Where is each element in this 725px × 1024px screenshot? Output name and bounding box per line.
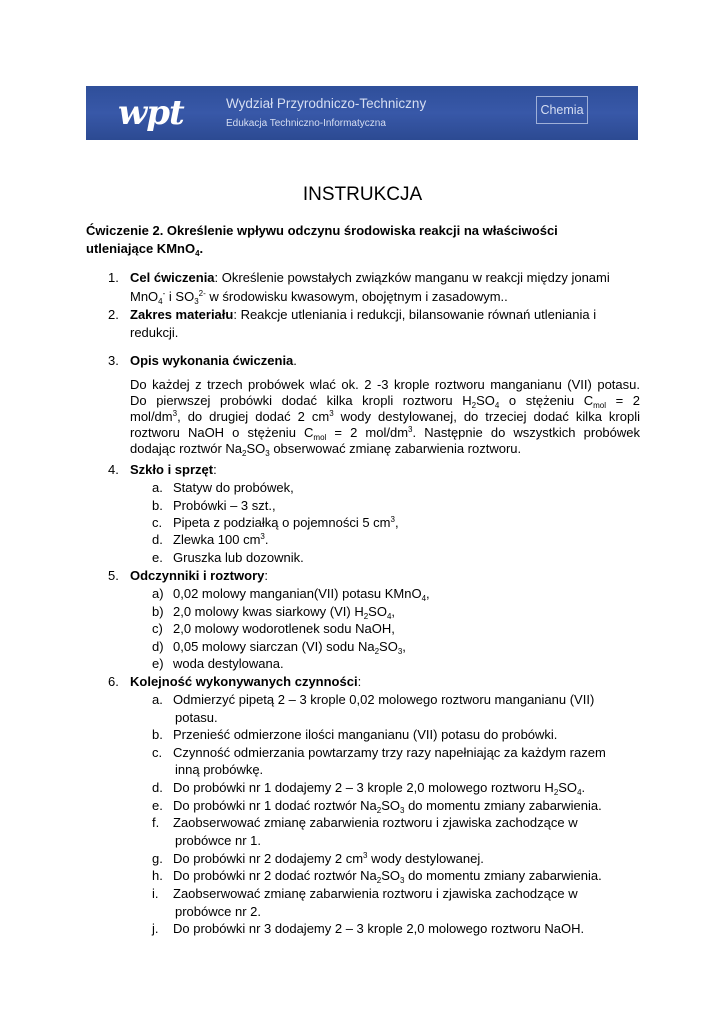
list-marker: c. [152,745,163,760]
list-item: Zaobserwować zmianę zabarwienia roztworu i zjawiska zachodzące w [173,886,578,901]
section-3-line2: Do pierwszej probówki dodać kilka kropli roztworu $H_2SO_4$ o stężeniu $C_{mol} = 2$ [130,393,641,410]
section-number: 1. [108,270,119,285]
list-marker: c. [152,515,163,530]
section-number: 6. [108,674,119,689]
list-item: Statyw do probówek, [173,480,294,495]
list-item: Gruszka lub dozownik. [173,550,304,565]
list-item: Odmierzyć pipetą 2 – 3 krople 0,02 molowego roztworu manganianu (VII) [173,692,595,707]
page-title: INSTRUKCJA [302,184,423,205]
list-marker: a. [152,692,163,707]
section-2-line1: Zakres materiału: Reakcje utleniania i redukcji, bilansowanie równań utleniania i [130,307,597,322]
list-marker: c) [152,621,163,636]
list-marker: d) [152,639,164,654]
list-item: Do probówki nr 2 dodajemy 2 $cm^3$ wody destylowanej. [173,851,484,866]
list-marker: j. [152,921,159,936]
list-item: Do probówki nr 3 dodajemy 2 – 3 krople 2,0 molowego roztworu NaOH. [173,921,585,936]
faculty-name: Wydział Przyrodniczo-Techniczny [226,96,427,111]
section-number: 5. [108,568,119,583]
list-item: 0,02 molowy manganian(VII) potasu KMnO$_4$, [173,586,430,603]
section-1-line1: Cel ćwiczenia: Określenie powstałych związków manganu w reakcji między jonami [130,270,610,285]
section-number: 3. [108,353,119,368]
exercise-heading-line1: Ćwiczenie 2. Określenie wpływu odczynu środowiska reakcji na właściwości [86,223,558,238]
list-item-continued: potasu. [175,710,218,725]
section-number: 4. [108,462,119,477]
section-6-heading: Kolejność wykonywanych czynności: [130,674,362,689]
list-marker: b. [152,498,163,513]
exercise-heading-line2: utleniające KMnO$_4$. [86,241,204,258]
list-marker: e) [152,656,164,671]
list-item-continued: probówce nr 2. [175,904,261,919]
section-1-line2: MnO$_4$- i $SO_3^{2-}$ w środowisku kwasowym, obojętnym i zasadowym.. [130,289,508,306]
list-item: Do probówki nr 1 dodajemy 2 – 3 krople 2,0 molowego roztworu $H_2SO_4$. [173,780,586,797]
list-item: 0,05 molowy siarczan (VI) sodu $Na_2SO_3$, [173,639,406,656]
list-item: 2,0 molowy kwas siarkowy (VI) $H_2SO_4$, [173,604,396,621]
section-3-line5: dodając roztwór $Na_2SO_3$ obserwować zmianę zabarwienia roztworu. [130,441,522,458]
list-marker: b. [152,727,163,742]
list-item-continued: inną probówkę. [175,762,264,777]
department-name: Edukacja Techniczno-Informatyczna [226,118,386,129]
list-marker: d. [152,532,163,547]
list-item: Probówki – 3 szt., [173,498,276,513]
list-marker: g. [152,851,163,866]
wpt-logo: wpt [118,93,184,133]
list-item: Zaobserwować zmianę zabarwienia roztworu i zjawiska zachodzące w [173,815,578,830]
section-3-line4: roztworu NaOH o stężeniu $C_{mol} = 2$ mol/$dm^3$. Następnie do wszystkich probówek [130,425,640,442]
list-item: Do probówki nr 2 dodać roztwór $Na_2SO_3$ do momentu zmiany zabarwienia. [173,868,602,885]
list-marker: d. [152,780,163,795]
list-marker: f. [152,815,160,830]
section-2-line2: redukcji. [130,325,179,340]
list-item: woda destylowana. [173,656,284,671]
list-marker: e. [152,550,163,565]
list-item: Zlewka 100 $cm^3$. [173,532,269,547]
section-5-heading: Odczynniki i roztwory: [130,568,268,583]
section-number: 2. [108,307,119,322]
list-item: Do probówki nr 1 dodać roztwór $Na_2SO_3$ do momentu zmiany zabarwienia. [173,798,602,815]
list-marker: a) [152,586,164,601]
list-marker: e. [152,798,163,813]
list-item-continued: probówce nr 1. [175,833,261,848]
list-marker: i. [152,886,159,901]
list-item: Pipeta z podziałką o pojemności 5 $cm^3$, [173,515,399,530]
section-3-line3: mol/$dm^3$, do drugiej dodać 2 $cm^3$ wody destylowanej, do trzeciej dodać kilka kropli [130,409,640,424]
list-marker: h. [152,868,163,883]
section-3-line1: Do każdej z trzech probówek wlać ok. 2 -3 krople roztworu manganianu (VII) potasu. [130,377,640,392]
list-item: Czynność odmierzania powtarzamy trzy razy napełniając za każdym razem [173,745,606,760]
section-3-heading: Opis wykonania ćwiczenia. [130,353,297,368]
subject-label: Chemia [536,96,588,124]
list-item: Przenieść odmierzone ilości manganianu (VII) potasu do probówki. [173,727,558,742]
section-4-heading: Szkło i sprzęt: [130,462,217,477]
list-item: 2,0 molowy wodorotlenek sodu NaOH, [173,621,395,636]
list-marker: b) [152,604,164,619]
list-marker: a. [152,480,163,495]
